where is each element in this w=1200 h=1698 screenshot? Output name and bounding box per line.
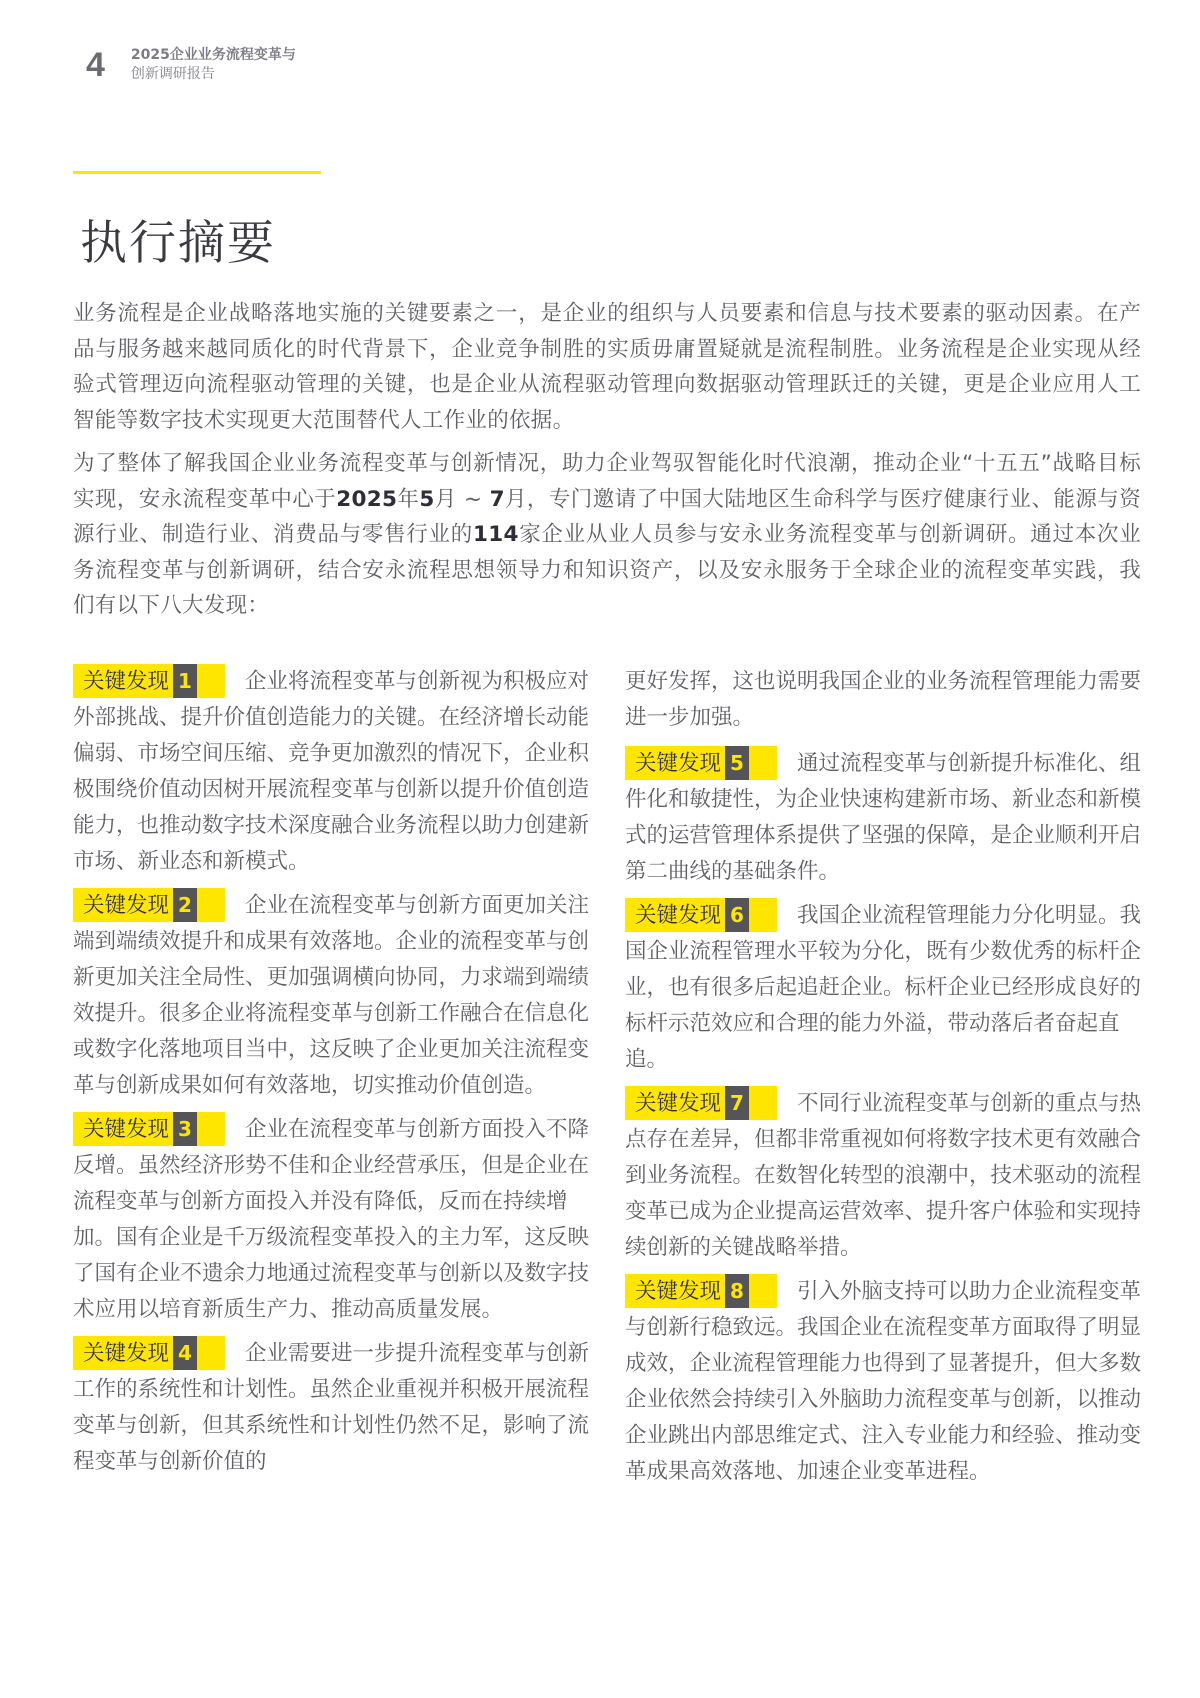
survey-end-month: 7 bbox=[489, 486, 505, 512]
company-count: 114 bbox=[473, 522, 519, 547]
intro-section bbox=[73, 296, 1141, 632]
accent-rule bbox=[73, 171, 321, 174]
intro-text: 月，专门邀请了中国大陆地区生命科学与医疗健康行业、能源与资源行业、制造行业、消费品与零售行业的 bbox=[73, 486, 1141, 547]
findings-column-right bbox=[625, 664, 1143, 1498]
page-header bbox=[86, 46, 331, 84]
finding-body: 在经济增长动能偏弱、市场空间压缩、竞争更加激烈的情况下，企业积极围绕价值动因树开展流程变革与创新以提升价值创造能力，也推动数字技术深度融合业务流程以助力创建新市场、新业态和新模式。 bbox=[73, 705, 590, 874]
finding-lead: 企业需要进一步提升流程变革与创新工作的系统性和计划性。 bbox=[73, 1341, 590, 1402]
finding-number: 4 bbox=[173, 1336, 197, 1370]
key-finding-2 bbox=[73, 888, 591, 1104]
finding-tag-label: 关键发现 bbox=[83, 893, 170, 918]
finding-tag-label: 关键发现 bbox=[83, 669, 170, 694]
report-title-line2: 创新调研报告 bbox=[130, 66, 215, 82]
key-finding-7 bbox=[625, 1086, 1143, 1266]
finding-tag-label: 关键发现 bbox=[635, 1091, 722, 1116]
finding-tag-label: 关键发现 bbox=[635, 903, 722, 928]
finding-lead: 我国企业流程管理能力分化明显。 bbox=[797, 903, 1120, 928]
finding-number: 1 bbox=[173, 664, 197, 698]
finding-number: 5 bbox=[725, 746, 749, 780]
finding-tag bbox=[625, 746, 777, 780]
page-number: 4 bbox=[86, 46, 105, 84]
finding-number: 7 bbox=[725, 1086, 749, 1120]
key-finding-1 bbox=[73, 664, 591, 880]
finding-lead: 企业在流程变革与创新方面更加关注端到端绩效提升和成果有效落地。 bbox=[73, 893, 590, 954]
key-finding-5 bbox=[625, 746, 1143, 890]
intro-text: 年 bbox=[397, 486, 420, 512]
intro-paragraph-1: 业务流程是企业战略落地实施的关键要素之一，是企业的组织与人员要素和信息与技术要素的驱动因素。在产品与服务越来越同质化的时代背景下，企业竞争制胜的实质毋庸置疑就是流程制胜。业务流程是企业实现从经验式管理迈向流程驱动管理的关键，也是企业从流程驱动管理向数据驱动管理跃迁的关键，更是企业应用人工智能等数字技术实现更大范围替代人工作业的依据。 bbox=[73, 301, 1141, 433]
finding-number: 8 bbox=[725, 1274, 749, 1308]
finding-body: 企业的流程变革与创新更加关注全局性、更加强调横向协同，力求端到端绩效提升。很多企业将流程变革与创新工作融合在信息化或数字化落地项目当中，这反映了企业更加关注流程变革与创新成果如何有效落地，切实推动价值创造。 bbox=[73, 929, 590, 1098]
report-title bbox=[131, 46, 331, 84]
finding-lead: 企业将流程变革与创新视为积极应对外部挑战、提升价值创造能力的关键。 bbox=[73, 669, 590, 730]
key-finding-6 bbox=[625, 898, 1143, 1078]
key-finding-8 bbox=[625, 1274, 1143, 1490]
page-title: 执行摘要 bbox=[80, 216, 276, 271]
finding-tag bbox=[625, 1274, 777, 1308]
finding-tag bbox=[73, 1112, 225, 1146]
survey-start-month: 5 bbox=[419, 486, 435, 512]
intro-paragraph-2 bbox=[73, 446, 1141, 624]
key-finding-3 bbox=[73, 1112, 591, 1328]
report-title-line1: 2025企业业务流程变革与 bbox=[130, 47, 296, 63]
findings-column-left bbox=[73, 664, 591, 1488]
finding-lead: 通过流程变革与创新提升标准化、组件化和敏捷性，为企业快速构建新市场、新业态和新模式的运营管理体系提供了坚强的保障，是企业顺利开启第二曲线的基础条件。 bbox=[625, 751, 1142, 884]
finding-tag bbox=[73, 664, 225, 698]
finding-tag bbox=[625, 898, 777, 932]
survey-year: 2025 bbox=[336, 486, 398, 512]
finding-number: 6 bbox=[725, 898, 749, 932]
finding-tag bbox=[625, 1086, 777, 1120]
finding-tag bbox=[73, 888, 225, 922]
finding-number: 3 bbox=[173, 1112, 197, 1146]
finding-body: 我国企业流程管理水平较为分化，既有少数优秀的标杆企业，也有很多后起追赶企业。标杆企业已经形成良好的标杆示范效应和合理的能力外溢，带动落后者奋起直追。 bbox=[625, 903, 1142, 1072]
key-finding-4 bbox=[73, 1336, 591, 1480]
intro-text: 为了整体了解我国企业业务流程变革与创新情况，助力企业驾驭智能化时代浪潮，推动企业“十五五”战略目标实现，安永流程变革中心于 bbox=[73, 451, 1141, 512]
finding-body-continued: 更好发挥，这也说明我国企业的业务流程管理能力需要进一步加强。 bbox=[625, 669, 1142, 730]
finding-tag-label: 关键发现 bbox=[635, 751, 722, 776]
intro-text: 家企业从业人员参与安永业务流程变革与创新调研。通过本次业务流程变革与创新调研，结合安永流程思想领导力和知识资产，以及安永服务于全球企业的流程变革实践，我们有以下八大发现： bbox=[73, 522, 1141, 618]
finding-body: 我国企业在流程变革方面取得了明显成效，企业流程管理能力也得到了显著提升，但大多数企业依然会持续引入外脑助力流程变革与创新，以推动企业跳出内部思维定式、注入专业能力和经验、推动变革成果高效落地、加速企业变革进程。 bbox=[625, 1315, 1142, 1484]
finding-tag-label: 关键发现 bbox=[83, 1117, 170, 1142]
finding-lead: 企业在流程变革与创新方面投入不降反增。 bbox=[73, 1117, 590, 1178]
finding-tag bbox=[73, 1336, 225, 1370]
finding-tag-label: 关键发现 bbox=[635, 1279, 722, 1304]
intro-text: 月 ~ bbox=[434, 486, 490, 512]
finding-body: 虽然企业重视并积极开展流程变革与创新，但其系统性和计划性仍然不足，影响了流程变革与创新价值的 bbox=[73, 1377, 590, 1474]
finding-body: 虽然经济形势不佳和企业经营承压，但是企业在流程变革与创新方面投入并没有降低，反而在持续增加。国有企业是千万级流程变革投入的主力军，这反映了国有企业不遗余力地通过流程变革与创新以及数字技术应用以培育新质生产力、推动高质量发展。 bbox=[73, 1153, 590, 1322]
finding-lead: 引入外脑支持可以助力企业流程变革与创新行稳致远。 bbox=[625, 1279, 1142, 1340]
finding-tag-label: 关键发现 bbox=[83, 1341, 170, 1366]
finding-number: 2 bbox=[173, 888, 197, 922]
key-finding-4-continued bbox=[625, 664, 1143, 736]
finding-body: 在数智化转型的浪潮中，技术驱动的流程变革已成为企业提高运营效率、提升客户体验和实现持续创新的关键战略举措。 bbox=[625, 1163, 1142, 1260]
finding-lead: 不同行业流程变革与创新的重点与热点存在差异，但都非常重视如何将数字技术更有效融合到业务流程。 bbox=[625, 1091, 1142, 1188]
